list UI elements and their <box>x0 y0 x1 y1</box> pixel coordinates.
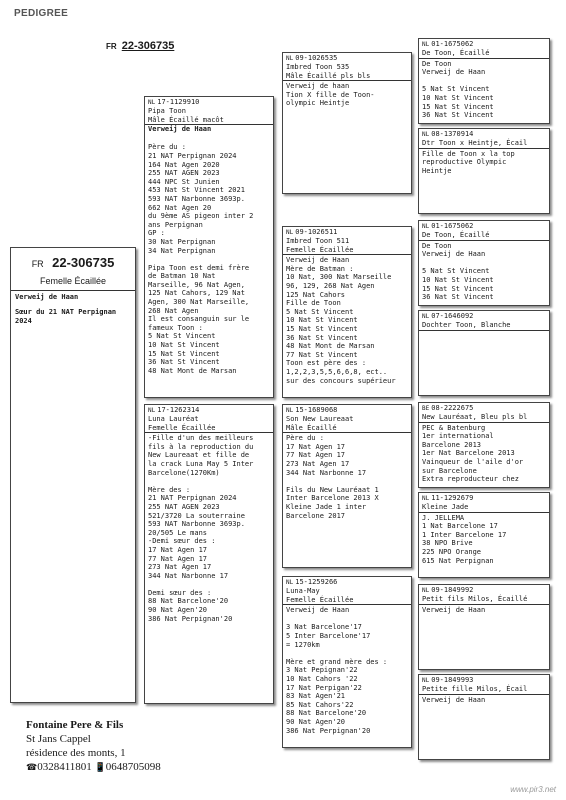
owner-phones <box>26 760 161 774</box>
card-ring <box>419 311 549 321</box>
card-pigeon-name: De Toon, Écaillé <box>419 231 549 241</box>
card-country-prefix: NL <box>148 99 156 106</box>
card-line: De Toon <box>422 59 452 68</box>
owner-address-line1: St Jans Cappel <box>26 733 91 745</box>
card-pigeon-name: Petit fils Milos, Écaillé <box>419 595 549 605</box>
owner-name: Fontaine Pere & Fils <box>26 719 124 731</box>
card-body <box>283 433 411 520</box>
card-line: 90 Nat Agen'20 <box>148 606 208 615</box>
card-line: 1er Nat Barcelone 2013 <box>422 449 515 458</box>
card-ring <box>145 405 273 415</box>
card-mmm[interactable] <box>418 674 550 760</box>
card-line <box>145 477 273 486</box>
card-line: Fille de Toon x la top <box>422 149 515 158</box>
card-line: 10 Nat St Vincent <box>286 316 358 325</box>
card-line: Verweij de Haan <box>422 605 486 614</box>
card-line: 521/3720 La souterraine <box>148 511 245 520</box>
card-line: -Demi sœur des : <box>148 537 216 546</box>
card-pigeon-name: Luna-May <box>286 587 320 595</box>
site-footer[interactable]: www.pir3.net <box>510 785 556 794</box>
card-line: fameux Toon : <box>148 323 203 332</box>
card-line: Toon est père des : <box>286 359 367 368</box>
card-line: 21 NAT Perpignan 2024 <box>148 151 237 160</box>
card-line: sur Barcelone <box>422 466 477 475</box>
card-body <box>419 149 549 176</box>
card-body <box>283 81 411 108</box>
card-line: 36 Nat St Vincent <box>148 358 220 367</box>
card-line: 36 Nat St Vincent <box>422 111 494 120</box>
card-line: 386 Nat Perpignan'20 <box>286 726 371 735</box>
card-line: 88 Nat Barcelone'20 <box>148 597 229 606</box>
card-line: ans Perpignan <box>148 220 203 229</box>
card-line: Mère des : <box>148 485 191 494</box>
subject-ring <box>11 248 135 272</box>
card-body <box>145 433 273 623</box>
card-ring <box>283 577 411 587</box>
card-ring <box>283 53 411 63</box>
card-ffm[interactable] <box>418 128 550 214</box>
card-mother-father[interactable] <box>282 404 412 568</box>
card-line: 593 NAT Narbonne 3693p. <box>148 520 245 529</box>
card-line: Père du : <box>148 143 186 152</box>
card-line: 268 Nat Agen <box>148 306 199 315</box>
page-header: PEDIGREE <box>14 8 69 19</box>
card-line: 34 Nat Perpignan <box>148 246 216 255</box>
card-line: 88 Nat Barcelone'20 <box>286 709 367 718</box>
card-pigeon-name: De Toon, Écaillé <box>419 49 549 59</box>
card-ring <box>419 493 549 503</box>
card-line: 15 Nat St Vincent <box>286 324 358 333</box>
card-line: 1er international <box>422 432 494 441</box>
card-ring-number: 15-1689068 <box>295 406 338 414</box>
card-ring-number: 08-1370914 <box>431 130 474 138</box>
card-line: 1,2,2,3,5,5,6,6,8, ect.. <box>286 367 388 376</box>
card-line: 17 Nat Agen 17 <box>148 545 208 554</box>
card-ring-number: 08-2222675 <box>431 404 474 412</box>
card-line: 225 NPO Orange <box>422 547 482 556</box>
card-line: J. JELLEMA <box>422 513 465 522</box>
card-line: GP : <box>148 229 165 238</box>
card-country-prefix: NL <box>286 407 294 414</box>
card-body <box>283 255 411 385</box>
card-fmm[interactable] <box>418 310 550 396</box>
subject-sex: Femelle Écaillée <box>11 272 135 291</box>
owner-address-line2: résidence des monts, 1 <box>26 747 126 759</box>
card-line: 593 NAT Narbonne 3693p. <box>148 194 245 203</box>
card-ring <box>419 403 549 413</box>
card-line: 273 Nat Agen 17 <box>286 459 350 468</box>
card-country-prefix: NL <box>422 131 430 138</box>
card-line <box>145 580 273 589</box>
card-pigeon-name: Luna Lauréat <box>148 415 199 423</box>
card-father-father[interactable] <box>282 52 412 194</box>
card-country-prefix: NL <box>422 495 430 502</box>
card-fmf[interactable] <box>418 220 550 306</box>
card-sex: Mâle Écaillé <box>283 424 411 434</box>
card-line: 77 Nat Agen 17 <box>286 451 346 460</box>
card-line: fils à la reproduction du <box>148 442 254 451</box>
card-pigeon-name: Petite fille Milos, Écail <box>419 685 549 695</box>
card-mff[interactable] <box>418 402 550 488</box>
card-country-prefix: BE <box>422 405 430 412</box>
card-country-prefix: NL <box>422 587 430 594</box>
card-line: 48 Nat Mont de Marsan <box>148 366 237 375</box>
subject-breeder: Verweij de Haan <box>15 293 79 301</box>
card-pigeon-name: Son New Laureaat <box>286 415 354 423</box>
card-ring <box>283 405 411 415</box>
card-ring-number: 09-1026535 <box>295 54 338 62</box>
card-line: 255 NAT AGEN 2023 <box>148 502 220 511</box>
card-ring <box>419 675 549 685</box>
card-line: 77 Nat Agen 17 <box>148 554 208 563</box>
card-line: la crack Luna May 5 Inter <box>148 459 254 468</box>
card-line: 344 Nat Narbonne 17 <box>148 571 229 580</box>
card-line: Barcelone 2017 <box>286 511 346 520</box>
card-line: Demi sœur des : <box>148 588 212 597</box>
card-line: Fils du New Lauréaat 1 <box>286 485 379 494</box>
card-line <box>283 615 411 624</box>
card-sex: Mâle Écaillé pls bls <box>283 72 411 82</box>
card-ring-number: 01-1675062 <box>431 40 474 48</box>
card-line: 5 Inter Barcelone'17 <box>286 631 371 640</box>
card-line: 15 Nat St Vincent <box>148 349 220 358</box>
card-fff[interactable] <box>418 38 550 124</box>
card-ring-number: 15-1259266 <box>295 578 338 586</box>
card-ring-number: 09-1026511 <box>295 228 338 236</box>
card-line: 48 Nat Mont de Marsan <box>286 342 375 351</box>
card-line: 83 Nat Agen'21 <box>286 692 346 701</box>
card-line: olympic Heintje <box>286 99 350 108</box>
card-body <box>419 513 549 566</box>
card-pigeon-name: Pipa Toon <box>148 107 186 115</box>
card-line: 10 Nat St Vincent <box>422 93 494 102</box>
card-line: Heintje <box>422 166 452 175</box>
card-line: Mère de Batman : <box>286 264 354 273</box>
card-ring <box>283 227 411 237</box>
card-line: 77 Nat St Vincent <box>286 350 358 359</box>
card-body <box>283 605 411 735</box>
card-line <box>283 649 411 658</box>
card-ring <box>419 129 549 139</box>
card-line: Inter Barcelone 2013 X <box>286 494 379 503</box>
card-line: Mère et grand mère des : <box>286 657 388 666</box>
card-father[interactable] <box>144 96 274 398</box>
card-line: 38 NPO Brive <box>422 539 473 548</box>
card-line: Barcelone 2013 <box>422 440 482 449</box>
card-ring-number: 17-1129910 <box>157 98 200 106</box>
card-line: 30 Nat Perpignan <box>148 237 216 246</box>
card-country-prefix: NL <box>422 313 430 320</box>
subject-prefix: FR <box>31 259 44 269</box>
card-line <box>419 77 549 86</box>
card-mother[interactable] <box>144 404 274 704</box>
card-line: Kleine Jade 1 inter <box>286 502 367 511</box>
card-father-mother[interactable] <box>282 226 412 398</box>
card-country-prefix: NL <box>286 229 294 236</box>
card-body <box>419 331 549 332</box>
card-line: 20/505 Le mans <box>148 528 208 537</box>
card-ring-number: 07-1646092 <box>431 312 474 320</box>
card-line: Extra reproducteur chez <box>422 475 519 484</box>
card-line: 1 Nat Barcelone 17 <box>422 522 498 531</box>
card-line <box>419 259 549 268</box>
card-country-prefix: NL <box>422 41 430 48</box>
card-ring-number: 17-1262314 <box>157 406 200 414</box>
card-line: 453 Nat St Vincent 2021 <box>148 186 245 195</box>
card-body <box>419 695 549 705</box>
card-line: Père du : <box>286 434 324 443</box>
card-line: Tion X fille de Toon- <box>286 90 375 99</box>
card-country-prefix: NL <box>286 55 294 62</box>
card-line: 36 Nat St Vincent <box>422 293 494 302</box>
card-ring-number: 11-1292679 <box>431 494 474 502</box>
card-line: 125 Nat Cahors, 129 Nat <box>148 289 245 298</box>
card-line: de Batman 10 Nat <box>148 272 216 281</box>
subject-ring-number: 22-306735 <box>52 255 115 270</box>
card-line: -Fille d'un des meilleurs <box>148 434 254 443</box>
card-line: 444 NPC St Junien <box>148 177 220 186</box>
card-body <box>145 134 273 376</box>
card-line: 5 Nat St Vincent <box>422 85 490 94</box>
card-ring <box>419 585 549 595</box>
card-line: De Toon <box>422 241 452 250</box>
card-body <box>419 59 549 120</box>
card-sex: Mâle Écaillé macôt <box>145 116 273 126</box>
card-line: 10 Nat, 300 Nat Marseille <box>286 273 392 282</box>
card-line: 273 Nat Agen 17 <box>148 563 212 572</box>
card-ring <box>145 97 273 107</box>
card-line: 10 Nat St Vincent <box>148 341 220 350</box>
card-line: 5 Nat St Vincent <box>286 307 354 316</box>
card-pigeon-name: Kleine Jade <box>419 503 549 513</box>
country-prefix: FR <box>106 42 117 51</box>
card-line: Il est consanguin sur le <box>148 315 250 324</box>
card-line: reproductive Olympic <box>422 158 507 167</box>
card-pigeon-name: Dtr Toon x Heintje, Écail <box>419 139 549 149</box>
card-mmf[interactable] <box>418 584 550 670</box>
card-line: 15 Nat St Vincent <box>422 284 494 293</box>
card-line: 5 Nat St Vincent <box>422 267 490 276</box>
card-ring-number: 09-1849992 <box>431 586 474 594</box>
owner-block <box>26 718 161 774</box>
card-line: PEC & Batenburg <box>422 423 486 432</box>
card-sex: Femelle Écaillée <box>283 246 411 256</box>
ring-number: 22-306735 <box>121 40 175 52</box>
card-pigeon-name: Imbred Toon 535 <box>286 63 350 71</box>
card-line: Verweij de Haan <box>422 250 486 259</box>
card-line: 615 Nat Perpignan <box>422 556 494 565</box>
card-mother-mother[interactable] <box>282 576 412 748</box>
card-line: du 9ème AS pigeon inter 2 <box>148 212 254 221</box>
subject-note: Sœur du 21 NAT Perpignan <box>15 308 117 316</box>
card-line: Fille de Toon <box>286 299 341 308</box>
card-line: 3 Nat Barcelone'17 <box>286 623 362 632</box>
subject-card[interactable] <box>10 247 136 703</box>
mobile-icon: 📱 <box>94 762 106 772</box>
card-line: 125 Nat Cahors <box>286 290 346 299</box>
card-line: Pipa Toon est demi frère <box>148 263 250 272</box>
card-line: 1 Inter Barcelone 17 <box>422 530 507 539</box>
card-line: Verweij de haan <box>286 82 350 91</box>
card-line: 21 NAT Perpignan 2024 <box>148 494 237 503</box>
card-line: 90 Nat Agen'20 <box>286 717 346 726</box>
card-sex: Femelle Écaillée <box>145 424 273 434</box>
card-ring-number: 09-1849993 <box>431 676 474 684</box>
card-line: Verweij de Haan <box>286 606 350 615</box>
card-body <box>419 241 549 302</box>
card-line <box>283 477 411 486</box>
card-country-prefix: NL <box>422 223 430 230</box>
card-line: 164 Nat Agen 2020 <box>148 160 220 169</box>
card-ring-number: 01-1675062 <box>431 222 474 230</box>
card-line: 662 Nat Agen 20 <box>148 203 212 212</box>
card-line <box>145 255 273 264</box>
card-line: 10 Nat Cahors '22 <box>286 674 358 683</box>
card-line: Verweij de Haan <box>422 68 486 77</box>
card-line: 96, 129, 268 Nat Agen <box>286 281 375 290</box>
card-country-prefix: NL <box>148 407 156 414</box>
card-line: = 1270km <box>286 640 320 649</box>
card-line <box>145 135 273 144</box>
card-line: 85 Nat Cahors'22 <box>286 700 354 709</box>
top-ring-number <box>106 40 174 52</box>
card-country-prefix: NL <box>286 579 294 586</box>
card-pigeon-name: New Lauréaat, Bleu pls bl <box>419 413 549 423</box>
card-line: 17 Nat Perpigan'22 <box>286 683 362 692</box>
card-line: 255 NAT AGEN 2023 <box>148 169 220 178</box>
card-line: sur des concours supérieur <box>286 376 396 385</box>
card-line: New Laureaat et fille de <box>148 451 250 460</box>
owner-phone: 0328411801 <box>37 761 92 773</box>
card-ring <box>419 221 549 231</box>
card-line: Marseille, 96 Nat Agen, <box>148 280 245 289</box>
card-line: Barcelone(1270Km) <box>148 468 220 477</box>
card-line: Verweij de Haan <box>422 695 486 704</box>
phone-icon: ☎ <box>26 762 38 772</box>
subject-note: 2024 <box>15 317 32 325</box>
card-line: 5 Nat St Vincent <box>148 332 216 341</box>
card-line: 386 Nat Perpignan'20 <box>148 614 233 623</box>
card-pigeon-name: Dochter Toon, Blanche <box>419 321 549 331</box>
card-breeder: Verweij de Haan <box>148 125 212 134</box>
card-line: 15 Nat St Vincent <box>422 102 494 111</box>
card-pigeon-name: Imbred Toon 511 <box>286 237 350 245</box>
card-line: Agen, 300 Nat Marseille, <box>148 298 250 307</box>
card-country-prefix: NL <box>422 677 430 684</box>
card-sex: Femelle Écaillée <box>283 596 411 606</box>
owner-mobile: 0648705098 <box>105 761 161 773</box>
card-line: 10 Nat St Vincent <box>422 275 494 284</box>
card-body <box>419 423 549 484</box>
card-mfm[interactable] <box>418 492 550 578</box>
card-ring <box>419 39 549 49</box>
card-line: 344 Nat Narbonne 17 <box>286 468 367 477</box>
card-line: 36 Nat St Vincent <box>286 333 358 342</box>
card-body <box>419 605 549 615</box>
card-line: Vainqueur de l'aile d'or <box>422 457 524 466</box>
card-line: 3 Nat Pepignan'22 <box>286 666 358 675</box>
card-line: 17 Nat Agen 17 <box>286 442 346 451</box>
card-line: Verweij de Haan <box>286 256 350 265</box>
